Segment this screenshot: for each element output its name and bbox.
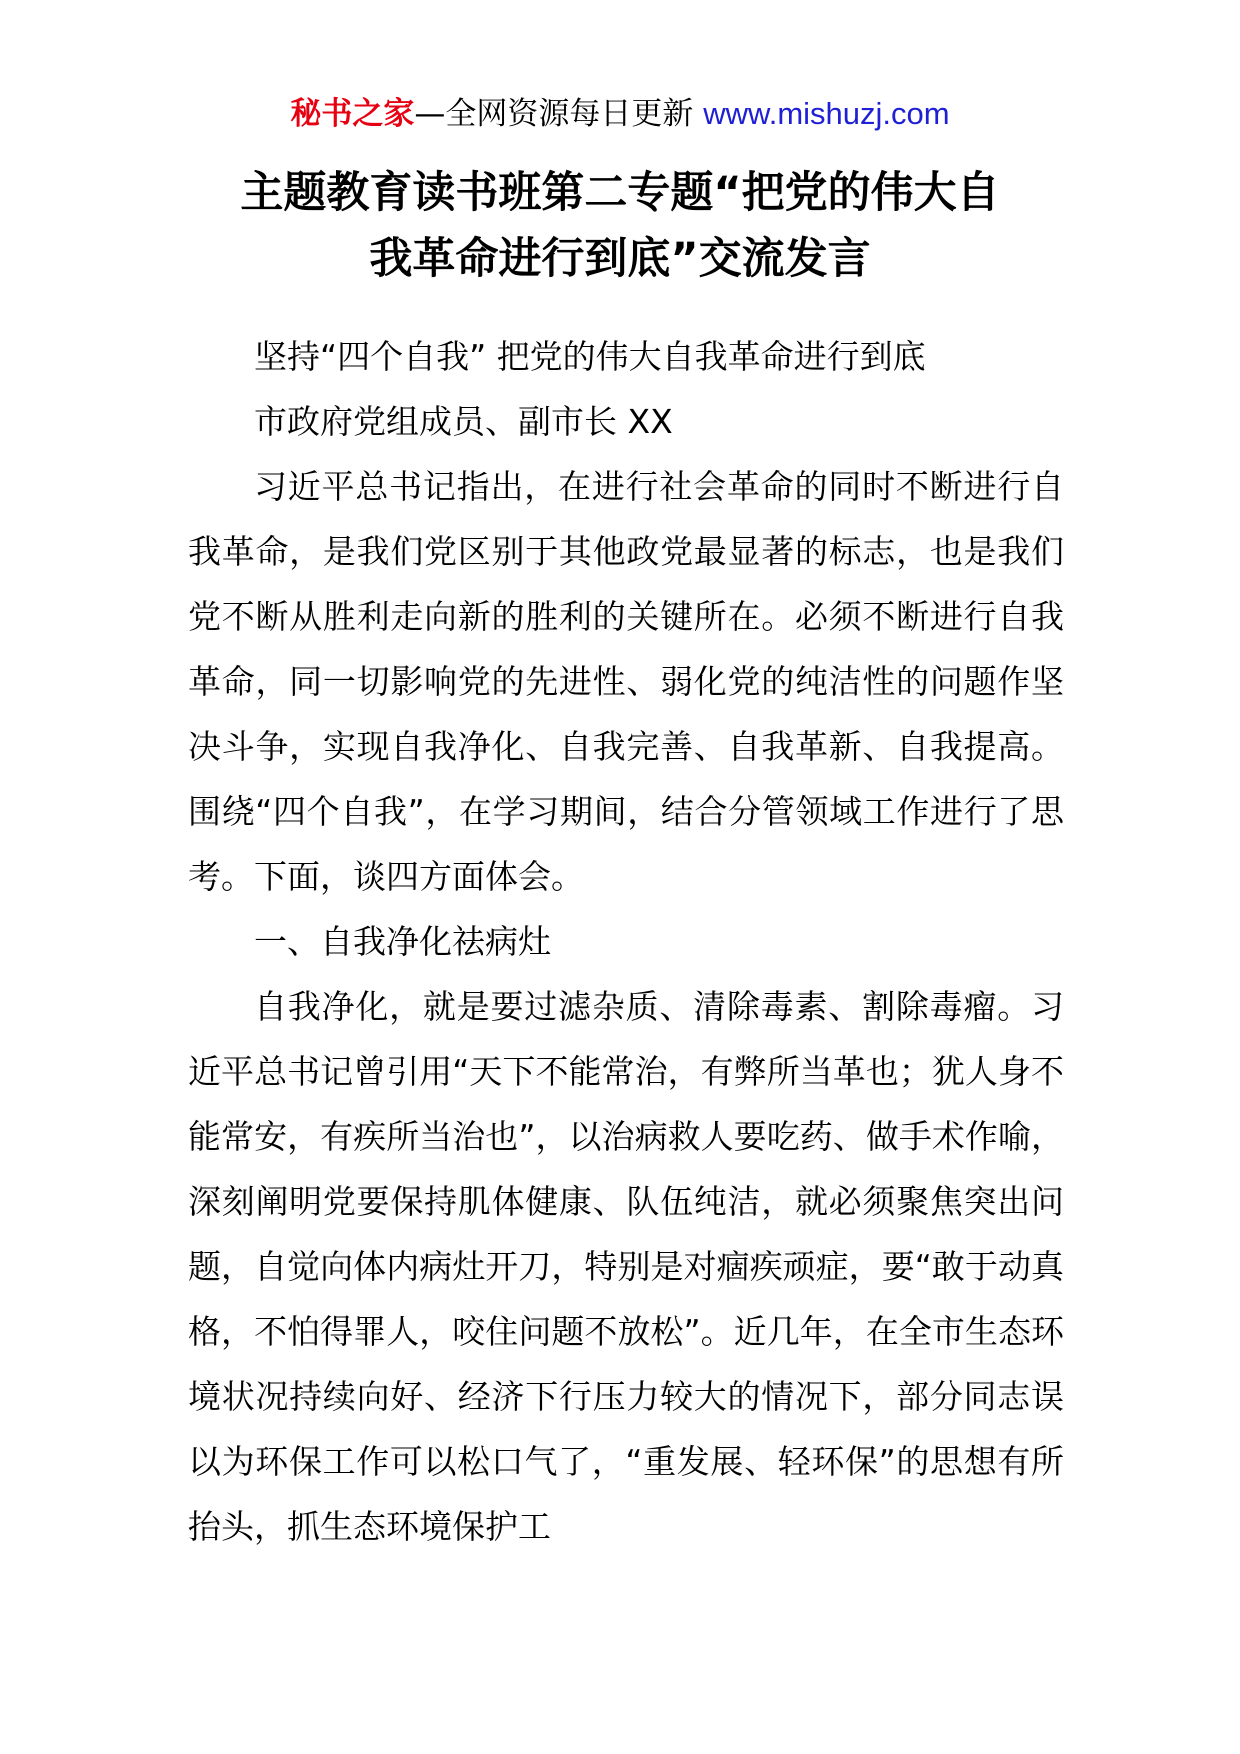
document-title-line-1: 主题教育读书班第二专题“把党的伟大自 [240, 168, 1000, 218]
document-title [150, 160, 1090, 292]
body-paragraph: 习近平总书记指出，在进行社会革命的同时不断进行自我革命，是我们党区别于其他政党最显著的标志，也是我们党不断从胜利走向新的胜利的关键所在。必须不断进行自我革命，同一切影响党的先进性、弱化党的纯洁性的问题作坚决斗争，实现自我净化、自我完善、自我革新、自我提高。围绕“四个自我”，在学习期间，结合分管领域工作进行了思考。下面，谈四方面体会。 [188, 467, 1064, 896]
body-paragraph: 自我净化，就是要过滤杂质、清除毒素、割除毒瘤。习近平总书记曾引用“天下不能常治，有弊所当革也；犹人身不能常安，有疾所当治也”，以治病救人要吃药、做手术作喻，深刻阐明党要保持肌体健康、队伍纯洁，就必须聚焦突出问题，自觉向体内病灶开刀，特别是对痼疾顽症，要“敢于动真格，不怕得罪人，咬住问题不放松”。近几年，在全市生态环境状况持续向好、经济下行压力较大的情况下，部分同志误以为环保工作可以松口气了，“重发展、轻环保”的思想有所抬头，抓生态环境保护工 [188, 987, 1064, 1546]
site-header [0, 92, 1240, 136]
site-slogan: —全网资源每日更新 [414, 96, 704, 132]
section-heading: 一、自我净化祛病灶 [254, 922, 551, 961]
document-author: 市政府党组成员、副市长 XX [254, 402, 673, 441]
document-subtitle: 坚持“四个自我” 把党的伟大自我革命进行到底 [254, 337, 926, 376]
site-brand: 秘书之家 [290, 96, 415, 132]
document-body [188, 324, 1064, 1559]
document-title-line-2: 我革命进行到底”交流发言 [369, 234, 871, 284]
site-url-link[interactable]: www.mishuzj.com [703, 96, 950, 131]
